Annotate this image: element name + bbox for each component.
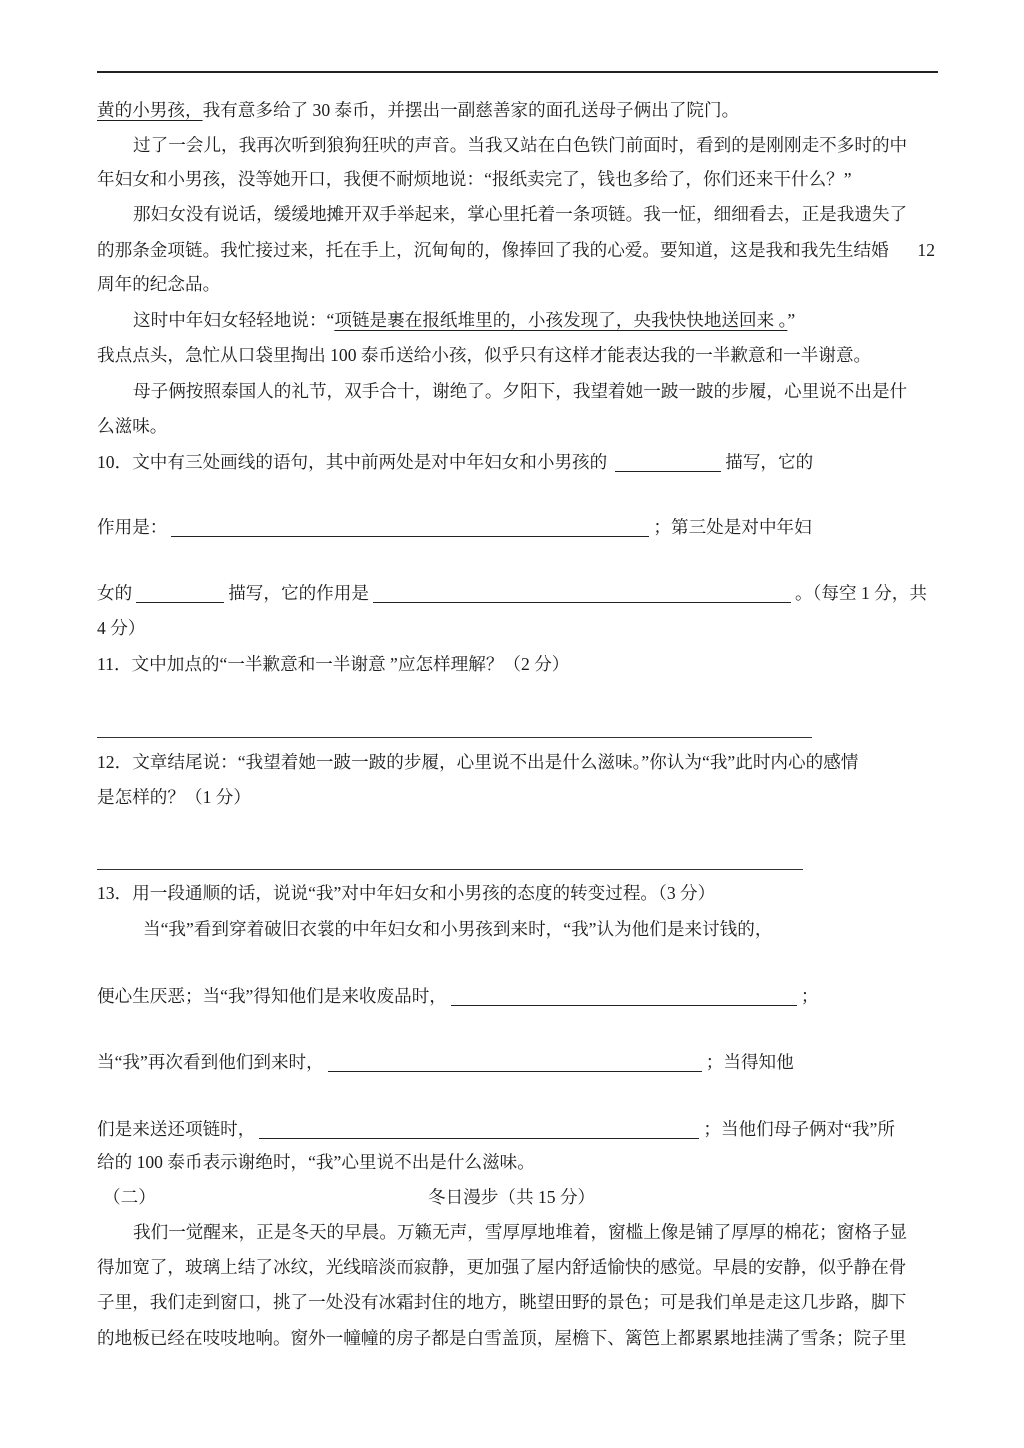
passage-line — [97, 238, 935, 262]
question-text: ；当得知他 — [705, 1052, 794, 1072]
answer-blank — [615, 453, 721, 472]
question-10-line — [97, 581, 927, 605]
answer-blank — [171, 518, 649, 537]
question-text: 当“我”再次看到他们到来时， — [97, 1052, 324, 1072]
passage-line: 那妇女没有说话，缓缓地摊开双手举起来，掌心里托着一条项链。我一怔，细细看去，正是我遗失了 — [133, 204, 908, 224]
passage-text: 的那条金项链。我忙接过来，托在手上，沉甸甸的，像捧回了我的心爱。要知道，这是我和我先生结婚 — [97, 240, 889, 260]
question-11-text: 11．文中加点的“一半歉意和一半谢意 ”应怎样理解？（2 分） — [97, 654, 570, 674]
passage-line: 年妇女和小男孩，没等她开口，我便不耐烦地说：“报纸卖完了，钱也多给了，你们还来干什么？” — [97, 169, 852, 189]
question-13-line: 当“我”看到穿着破旧衣裳的中年妇女和小男孩到来时，“我”认为他们是来讨钱的， — [143, 919, 773, 939]
answer-blank — [259, 1120, 699, 1139]
question-text: 。（每空 1 分，共 — [794, 583, 927, 603]
passage-line: 我点点头，急忙从口袋里掏出 100 泰币送给小孩，似乎只有这样才能表达我的一半歉意和一半谢意。 — [97, 345, 872, 365]
passage-line: 我们一觉醒来，正是冬天的早晨。万籁无声，雪厚厚地堆着，窗槛上像是铺了厚厚的棉花；窗格子显 — [133, 1222, 908, 1242]
underlined-sentence: 黄的小男孩， — [97, 100, 203, 120]
question-text: ；当他们母子俩对“我”所 — [703, 1119, 895, 1139]
underlined-sentence: 项链是裹在报纸堆里的，小孩发现了，央我快快地送回来 。 — [334, 310, 788, 330]
question-13-line: 13．用一段通顺的话，说说“我”对中年妇女和小男孩的态度的转变过程。（3 分） — [97, 883, 716, 903]
question-13-line — [97, 1050, 794, 1074]
question-13-line — [97, 984, 819, 1008]
answer-line — [97, 737, 812, 738]
header-rule — [97, 71, 938, 73]
passage-text: 这时中年妇女轻轻地说：“ — [133, 310, 335, 330]
question-text: 们是来送还项链时， — [97, 1119, 256, 1139]
question-13-line — [97, 1117, 895, 1141]
question-12-line: 12．文章结尾说：“我望着她一跛一跛的步履，心里说不出是什么滋味。”你认为“我”此时内心的感情 — [97, 752, 859, 772]
answer-blank — [328, 1053, 702, 1072]
passage-text: ” — [787, 310, 796, 330]
passage-number: 12 — [917, 240, 935, 260]
passage-line: 子里，我们走到窗口，挑了一处没有冰霜封住的地方，眺望田野的景色；可是我们单是走这几步路，脚下 — [97, 1292, 907, 1312]
passage-line: 过了一会儿，我再次听到狼狗狂吠的声音。当我又站在白色铁门前面时，看到的是刚刚走不多时的中 — [133, 135, 908, 155]
answer-blank — [373, 584, 791, 603]
passage-line: 母子俩按照泰国人的礼节，双手合十，谢绝了。夕阳下，我望着她一跛一跛的步履，心里说不出是什 — [133, 381, 908, 401]
question-text: 作用是： — [97, 517, 168, 537]
question-10-line — [97, 450, 813, 474]
passage-line — [97, 98, 739, 122]
answer-line — [97, 869, 803, 870]
section-number: （二） — [103, 1187, 156, 1207]
question-text: 女的 — [97, 583, 133, 603]
question-13-line: 给的 100 泰币表示谢绝时，“我”心里说不出是什么滋味。 — [97, 1152, 535, 1172]
question-10-line — [97, 515, 812, 539]
passage-text: 我有意多给了 30 泰币，并摆出一副慈善家的面孔送母子俩出了院门。 — [202, 100, 740, 120]
question-text: ；第三处是对中年妇 — [653, 517, 812, 537]
question-10-line: 4 分） — [97, 618, 146, 638]
answer-blank — [451, 987, 797, 1006]
question-text: 便心生厌恶；当“我”得知他们是来收废品时， — [97, 986, 447, 1006]
passage-line: 周年的纪念品。 — [97, 274, 221, 294]
passage-line — [97, 308, 795, 332]
passage-line: 的地板已经在吱吱地响。窗外一幢幢的房子都是白雪盖顶，屋檐下、篱笆上都累累地挂满了雪条；院子里 — [97, 1328, 907, 1348]
question-12-line: 是怎样的？（1 分） — [97, 787, 251, 807]
section-title: 冬日漫步（共 15 分） — [428, 1187, 596, 1207]
passage-line: 么滋味。 — [97, 416, 168, 436]
question-text: 描写，它的 — [725, 452, 814, 472]
question-text: ； — [800, 986, 819, 1006]
question-text: 10．文中有三处画线的语句，其中前两处是对中年妇女和小男孩的 — [97, 452, 608, 472]
answer-blank — [136, 584, 224, 603]
question-text: 描写，它的作用是 — [228, 583, 369, 603]
passage-line: 得加宽了，玻璃上结了冰纹，光线暗淡而寂静，更加强了屋内舒适愉快的感觉。早晨的安静，似乎静在骨 — [97, 1257, 907, 1277]
